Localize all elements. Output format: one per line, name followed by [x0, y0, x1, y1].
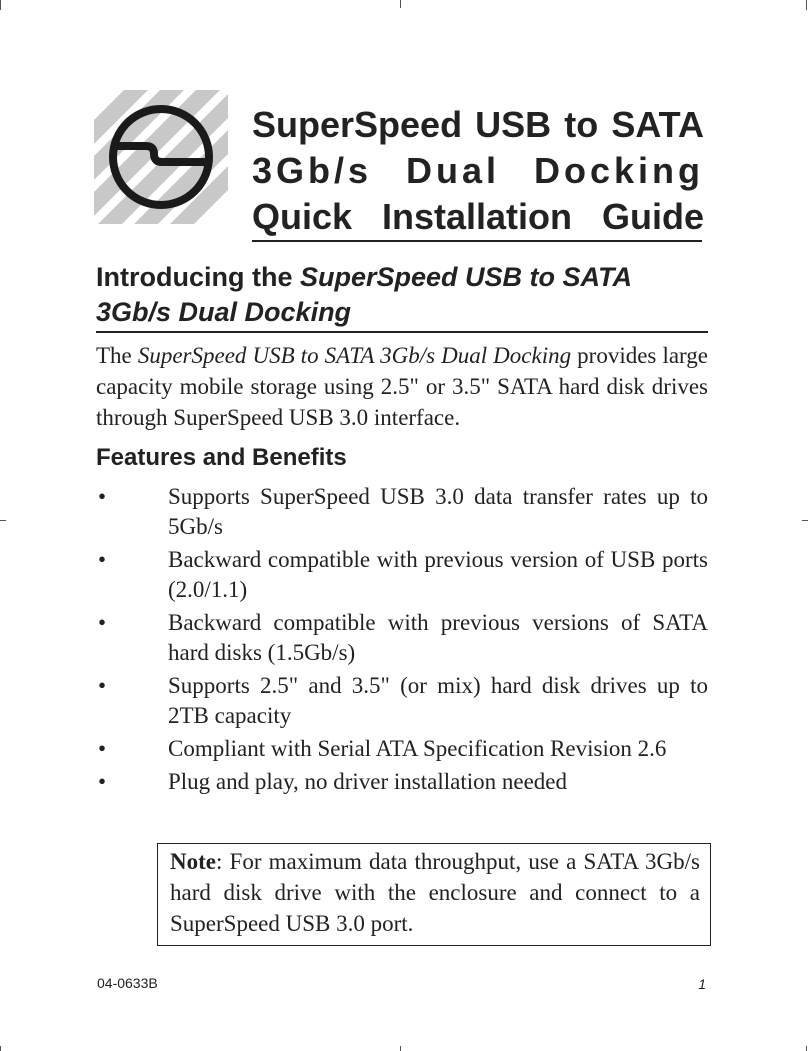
title-line: SuperSpeed USB to SATA — [252, 104, 704, 145]
intro-text: The — [96, 343, 138, 368]
feature-item — [96, 482, 708, 542]
feature-text: Compliant with Serial ATA Specification Revision 2.6 — [168, 736, 667, 761]
title-line: Quick Installation Guide — [252, 196, 704, 237]
crop-mark — [400, 0, 401, 8]
bullet-icon: • — [98, 769, 107, 794]
crop-mark — [400, 1046, 401, 1051]
bullet-icon: • — [98, 610, 107, 635]
page-number: 1 — [698, 976, 706, 992]
note-label: Note — [170, 849, 216, 874]
features-list — [96, 482, 708, 800]
feature-item — [96, 767, 708, 797]
features-heading: Features and Benefits — [96, 444, 347, 471]
bullet-icon: • — [98, 484, 107, 509]
crop-mark — [0, 520, 6, 521]
feature-text: Supports SuperSpeed USB 3.0 data transfer rates up to 5Gb/s — [168, 484, 708, 539]
bullet-icon: • — [98, 736, 107, 761]
note-box — [157, 843, 711, 946]
intro-product-name: SuperSpeed USB to SATA 3Gb/s Dual Docking — [137, 343, 572, 368]
intro-heading-product-cont: 3Gb/s Dual Docking — [96, 297, 352, 327]
feature-item — [96, 671, 708, 731]
intro-heading-product: SuperSpeed USB to SATA — [299, 262, 633, 292]
intro-heading — [96, 260, 706, 330]
intro-text: provides large capacity mobile storage using 2.5" or 3.5" SATA hard disk drives through SuperSpeed USB 3.0 interface. — [96, 343, 708, 430]
title-rule — [252, 240, 702, 242]
crop-mark — [0, 1046, 1, 1051]
bullet-icon: • — [98, 673, 107, 698]
bullet-icon: • — [98, 547, 107, 572]
title-line: 3Gb/s Dual Docking — [252, 150, 704, 191]
feature-text: Backward compatible with previous versions of SATA hard disks (1.5Gb/s) — [168, 610, 708, 665]
feature-text: Supports 2.5" and 3.5" (or mix) hard disk drives up to 2TB capacity — [168, 673, 708, 728]
crop-mark — [802, 520, 808, 521]
feature-text: Plug and play, no driver installation needed — [168, 769, 567, 794]
feature-item — [96, 608, 708, 668]
note-text: : For maximum data throughput, use a SATA 3Gb/s hard disk drive with the enclosure and connect to a SuperSpeed USB 3.0 port. — [170, 849, 700, 936]
crop-mark — [806, 0, 807, 10]
feature-item — [96, 545, 708, 605]
intro-heading-prefix: Introducing the — [96, 262, 300, 292]
feature-item — [96, 734, 708, 764]
document-number: 04-0633B — [97, 975, 158, 991]
guide-title — [252, 102, 704, 240]
crop-mark — [0, 0, 1, 10]
crop-mark — [806, 1046, 807, 1051]
brand-logo-icon — [88, 84, 234, 230]
intro-paragraph — [96, 340, 708, 433]
intro-rule — [96, 331, 708, 333]
feature-text: Backward compatible with previous version of USB ports (2.0/1.1) — [168, 547, 708, 602]
